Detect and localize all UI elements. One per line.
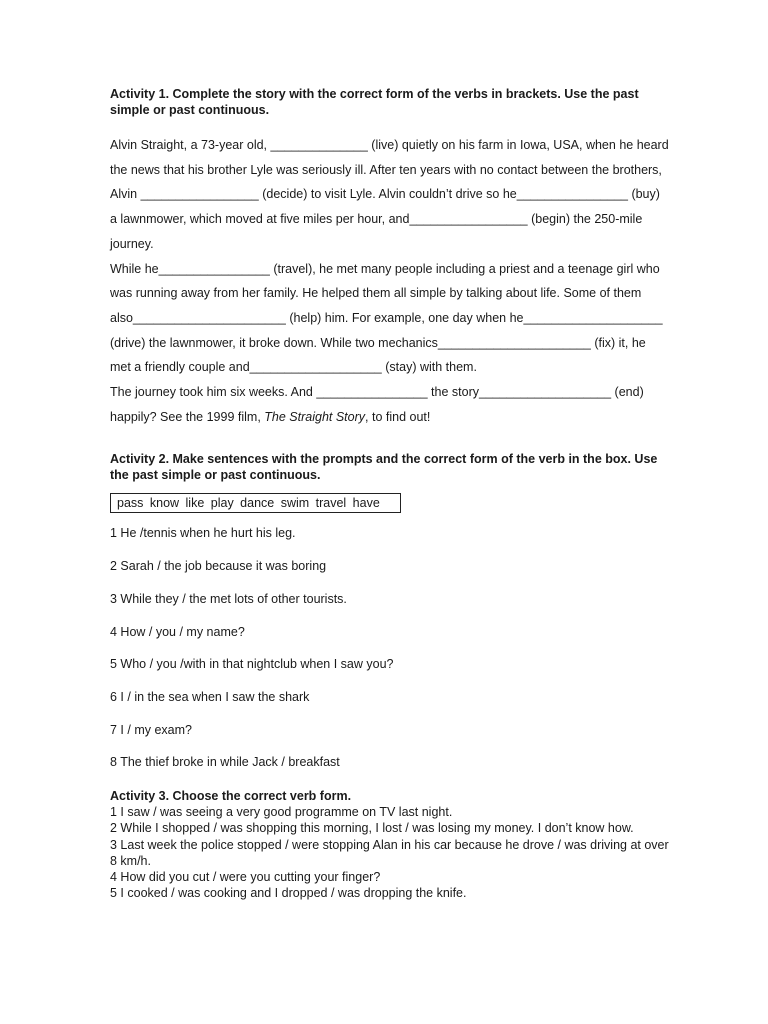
- story-paragraph-3: [110, 380, 670, 429]
- film-title: The Straight Story: [264, 409, 366, 424]
- prompt-item: 7 I / my exam?: [110, 722, 192, 737]
- activity-3-heading: Activity 3. Choose the correct verb form.: [110, 788, 352, 803]
- prompt-item: 4 How / you / my name?: [110, 624, 245, 639]
- activity-3-items: [110, 804, 670, 902]
- choice-item: 2 While I shopped / was shopping this morning, I lost / was losing my money. I don’t know how.: [110, 821, 634, 836]
- story-paragraph-3-end: , to find out!: [365, 409, 431, 424]
- activity-1-heading: Activity 1. Complete the story with the correct form of the verbs in brackets. Use the past simple or past continuous.: [110, 87, 639, 117]
- story-paragraph-1: Alvin Straight, a 73-year old, ______________ (live) quietly on his farm in Iowa, USA, when he heard the news that his brother Lyle was seriously ill. After ten years with no contact between the brothers, Alvin _________________ (decide) to visit Lyle. Alvin couldn’t drive so he________________ (buy) a lawnmower, which moved at five miles per hour, and_________________ (begin) the 250-mile journey.: [110, 138, 669, 251]
- prompt-item: 6 I / in the sea when I saw the shark: [110, 689, 310, 704]
- choice-item: 1 I saw / was seeing a very good programme on TV last night.: [110, 804, 453, 819]
- prompt-item: 1 He /tennis when he hurt his leg.: [110, 526, 296, 541]
- story-paragraph-2: While he________________ (travel), he met many people including a priest and a teenage girl who was running away from her family. He helped them all simple by talking about life. Some of them also______________________ (help) him. For example, one day when he____________________ (drive) the lawnmower, it broke down. While two mechanics______________________ (fix) it, he met a friendly couple and___________________ (stay) with them.: [110, 261, 663, 375]
- prompt-item: 3 While they / the met lots of other tourists.: [110, 591, 347, 606]
- choice-item: 3 Last week the police stopped / were stopping Alan in his car because he drove / was driving at over 8 km/h.: [110, 837, 669, 868]
- story-paragraph-3-text: The journey took him six weeks. And ________________ the story___________________ (end) happily? See the 1999 film,: [110, 385, 644, 424]
- prompt-item: 5 Who / you /with in that nightclub when I saw you?: [110, 657, 394, 672]
- prompt-item: 2 Sarah / the job because it was boring: [110, 559, 327, 574]
- activity-2-heading: Activity 2. Make sentences with the prompts and the correct form of the verb in the box. Use the past simple or past continuous.: [110, 452, 658, 483]
- verb-box: pass know like play dance swim travel have: [110, 493, 401, 513]
- activity-2-prompts: [110, 525, 670, 787]
- prompt-item: 8 The thief broke in while Jack / breakfast: [110, 755, 340, 770]
- choice-item: 5 I cooked / was cooking and I dropped / was dropping the knife.: [110, 886, 467, 901]
- choice-item: 4 How did you cut / were you cutting your finger?: [110, 870, 381, 885]
- worksheet: [110, 86, 670, 902]
- activity-1-story: [110, 133, 670, 429]
